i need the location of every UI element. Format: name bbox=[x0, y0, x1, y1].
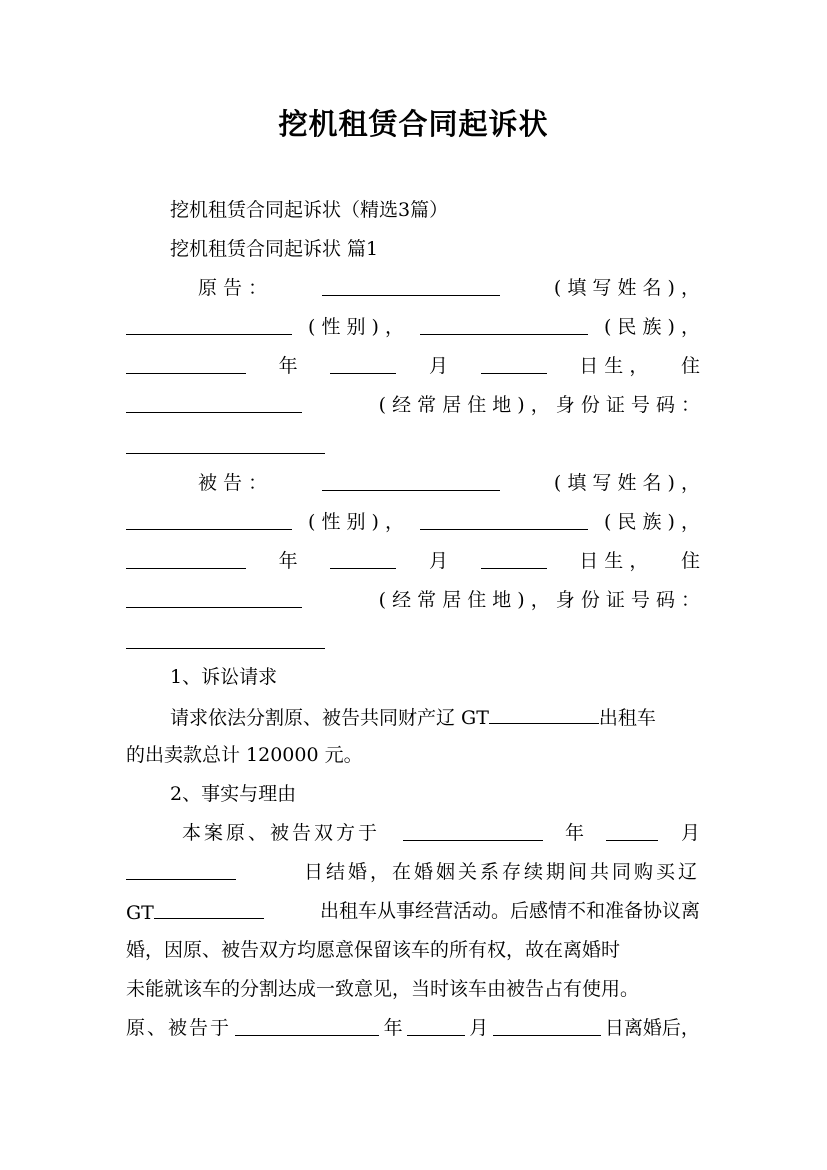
plaintiff-gender: ( 性 别 ) ， bbox=[308, 316, 404, 338]
defendant-line-1 bbox=[198, 471, 700, 495]
facts-line-1 bbox=[182, 821, 700, 845]
facts-year-blank bbox=[403, 821, 543, 841]
plaintiff-line-2 bbox=[126, 315, 700, 339]
facts-text-6a: 原、被告于 bbox=[126, 1017, 232, 1039]
defendant-label: 被 告 ： bbox=[198, 472, 268, 494]
defendant-day-blank bbox=[481, 549, 547, 569]
defendant-gender: ( 性 别 ) ， bbox=[308, 511, 404, 533]
defendant-line-3 bbox=[126, 549, 700, 573]
defendant-name-blank bbox=[322, 471, 500, 491]
defendant-month: 月 bbox=[428, 550, 448, 572]
plaintiff-ethnicity: ( 民 族 ) ， bbox=[603, 316, 700, 338]
facts-line-6 bbox=[126, 1016, 700, 1040]
defendant-ethnicity: ( 民 族 ) ， bbox=[603, 511, 700, 533]
facts-year: 年 bbox=[564, 822, 584, 844]
plaintiff-month-blank bbox=[330, 354, 396, 374]
defendant-live: 住 bbox=[680, 550, 700, 572]
claims-line-2: 的出卖款总计 120000 元。 bbox=[126, 744, 363, 766]
plaintiff-year-blank bbox=[126, 354, 246, 374]
plaintiff-line-1 bbox=[198, 276, 700, 300]
defendant-day-born: 日 生 ， bbox=[579, 550, 649, 572]
plaintiff-line-3 bbox=[126, 354, 700, 378]
claims-heading: 1、诉讼请求 bbox=[170, 666, 278, 688]
plaintiff-year: 年 bbox=[278, 355, 298, 377]
plaintiff-day-blank bbox=[481, 354, 547, 374]
facts-divorce-year: 年 bbox=[383, 1017, 403, 1039]
facts-line-2 bbox=[126, 860, 700, 884]
facts-line-4: 婚，因原、被告双方均愿意保留该车的所有权，故在离婚时 bbox=[126, 939, 621, 961]
facts-divorce-day-blank bbox=[493, 1016, 601, 1036]
plaintiff-name-blank bbox=[322, 276, 500, 296]
defendant-year: 年 bbox=[278, 550, 298, 572]
defendant-month-blank bbox=[330, 549, 396, 569]
section-heading: 挖机租赁合同起诉状 篇1 bbox=[170, 238, 379, 260]
document-subtitle: 挖机租赁合同起诉状（精选3篇） bbox=[170, 199, 449, 221]
defendant-address: ( 经 常 居 住 地 ) ， 身 份 证 号 码 ： bbox=[378, 589, 700, 611]
facts-text-3b: 出租车从事经营活动。后感情不和准备协议离 bbox=[319, 900, 700, 922]
facts-divorce-year-blank bbox=[235, 1016, 379, 1036]
facts-gt: GT bbox=[126, 902, 154, 924]
plaintiff-id-blank bbox=[126, 453, 325, 454]
defendant-year-blank bbox=[126, 549, 246, 569]
facts-line-3 bbox=[126, 899, 700, 925]
plaintiff-name-hint: ( 填 写 姓 名 ) ， bbox=[553, 277, 700, 299]
plaintiff-label: 原 告 ： bbox=[198, 277, 268, 299]
document-title: 挖机租赁合同起诉状 bbox=[278, 107, 549, 141]
claims-line-1 bbox=[170, 704, 656, 730]
facts-text-1a: 本案原、被告双方于 bbox=[182, 822, 381, 844]
plaintiff-line-4 bbox=[126, 393, 700, 417]
facts-day-blank bbox=[126, 860, 236, 880]
claims-plate-blank bbox=[489, 704, 599, 724]
defendant-id-blank bbox=[126, 648, 325, 649]
facts-text-2a: 日结婚，在婚姻关系存续期间共同购买辽 bbox=[303, 861, 700, 883]
plaintiff-day-born: 日 生 ， bbox=[579, 355, 649, 377]
defendant-gender-blank bbox=[126, 510, 292, 530]
facts-divorce-month: 月 bbox=[469, 1017, 489, 1039]
defendant-address-blank bbox=[126, 588, 302, 608]
facts-heading: 2、事实与理由 bbox=[170, 783, 297, 805]
facts-line-5: 未能就该车的分割达成一致意见，当时该车由被告占有使用。 bbox=[126, 978, 640, 1000]
facts-month-blank bbox=[606, 821, 658, 841]
plaintiff-address-blank bbox=[126, 393, 302, 413]
defendant-ethnicity-blank bbox=[420, 510, 588, 530]
plaintiff-month: 月 bbox=[428, 355, 448, 377]
facts-text-6d: 日离婚后， bbox=[604, 1017, 700, 1039]
defendant-line-4 bbox=[126, 588, 700, 612]
defendant-name-hint: ( 填 写 姓 名 ) ， bbox=[553, 472, 700, 494]
claims-text-a: 请求依法分割原、被告共同财产辽 GT bbox=[170, 707, 489, 729]
plaintiff-live: 住 bbox=[680, 355, 700, 377]
facts-plate-blank bbox=[154, 899, 264, 919]
plaintiff-address: ( 经 常 居 住 地 ) ， 身 份 证 号 码 ： bbox=[378, 394, 700, 416]
facts-month: 月 bbox=[680, 822, 700, 844]
plaintiff-ethnicity-blank bbox=[420, 315, 588, 335]
facts-divorce-month-blank bbox=[407, 1016, 465, 1036]
defendant-line-2 bbox=[126, 510, 700, 534]
plaintiff-gender-blank bbox=[126, 315, 292, 335]
claims-text-b: 出租车 bbox=[598, 707, 656, 729]
